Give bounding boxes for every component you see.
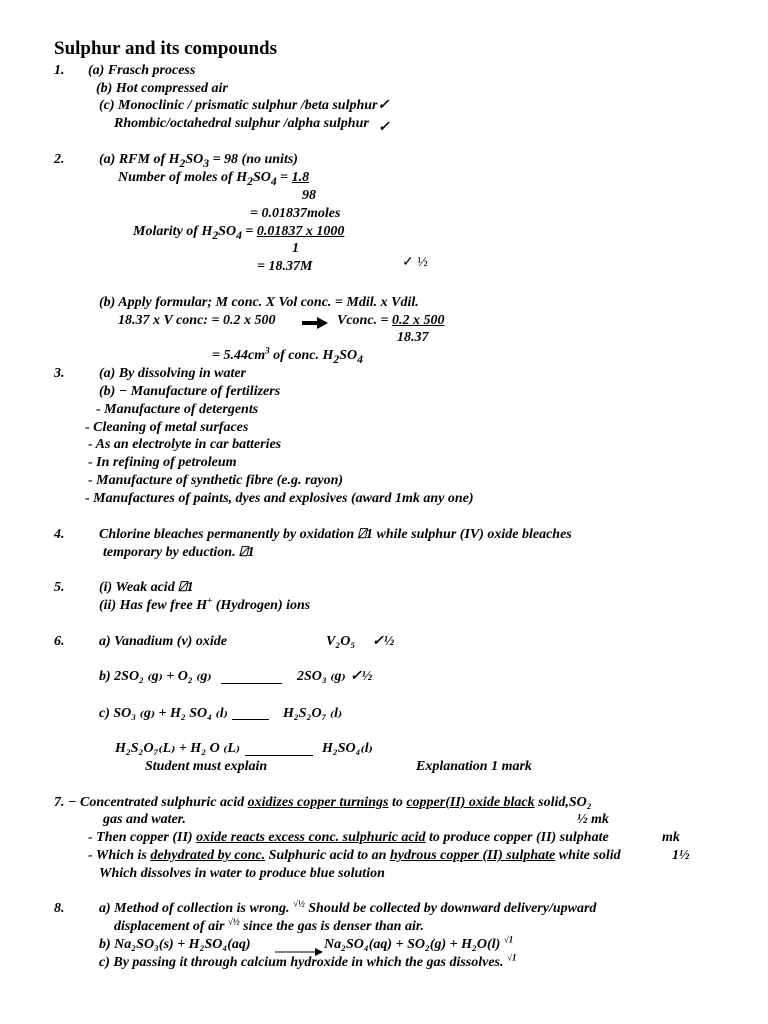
q2-vconc-denominator: 18.37 — [397, 330, 429, 345]
q2-molarity: Molarity of $H_2SO_4 = 0.01837$ x 1000 — [133, 224, 345, 242]
q3-b: (b) − Manufacture of fertilizers — [99, 384, 281, 399]
q5-i: (i) Weak acid ⍁1 — [99, 580, 194, 595]
q5-number: 5. — [54, 580, 65, 595]
q6-b-product: 2SO₃ ₍g₎ — [297, 669, 346, 684]
q3-a: (a) By dissolving in water — [99, 366, 247, 381]
q6-a-mark: ✓½ — [372, 634, 395, 649]
q3-number: 3. — [54, 366, 65, 381]
q7-half-mark: ½ mk — [577, 812, 609, 827]
q4-line1: Chlorine bleaches permanently by oxidation ⍁1 while sulphur (IV) oxide bleaches — [99, 527, 572, 542]
q8-number: 8. — [54, 901, 65, 916]
check-icon: ✓ — [378, 120, 390, 135]
q6-number: 6. — [54, 634, 65, 649]
q8-c: c) By passing it through calcium hydroxide in which the gas dissolves. $^{√1}$ — [99, 952, 517, 970]
q2-b-result: = $5.44cm^3$ of conc. $H_2SO_4$ — [212, 345, 363, 366]
q2-b-formula: (b) Apply formular; M conc. X Vol conc. = Mdil. x Vdil. — [99, 295, 419, 310]
q7-line2: gas and water. — [103, 812, 186, 827]
q6-c-product: H₂S₂O₇ ₍l₎ — [283, 706, 343, 721]
q3-item: - As an electrolyte in car batteries — [88, 437, 282, 452]
q8-b-products: Na₂SO₄(aq) + SO₂(g) + H₂O(l) $^{√1}$ — [324, 934, 514, 952]
q2-moles: Number of moles of $H_2SO_4 = 1.8$ — [118, 170, 310, 188]
q2-half-mark: ✓ ½ — [402, 255, 428, 270]
q7-mark: mk — [662, 830, 680, 845]
q6-explain-mark: Explanation 1 mark — [416, 759, 532, 774]
q6-a-formula: V₂O₅ — [326, 634, 356, 649]
check-icon: ✓ — [377, 98, 390, 113]
q2-number: 2. — [54, 152, 65, 167]
q4-line2: temporary by eduction. ⍁1 — [103, 545, 255, 560]
q1-c: (c) Monoclinic / prismatic sulphur /beta sulphur✓ — [99, 98, 390, 113]
q2-vconc: Vconc. = 0.2 x 500 — [337, 313, 445, 328]
q4-number: 4. — [54, 527, 65, 542]
q2-moles-denominator: 98 — [302, 188, 316, 203]
reaction-line — [245, 755, 313, 756]
arrow-icon — [302, 317, 328, 329]
reaction-line — [221, 683, 282, 684]
q7-line5: Which dissolves in water to produce blue solution — [99, 866, 385, 881]
q2-molarity-result: = 18.37M — [257, 259, 313, 274]
q8-a-line2: displacement of air $^{√\frac{1}{2}}$ since the gas is denser than air. — [114, 916, 425, 934]
q1-a: (a) Frasch process — [88, 63, 196, 78]
q2-molarity-denominator: 1 — [292, 241, 299, 256]
q5-ii: (ii) Has few free H+ (Hydrogen) ions — [99, 595, 311, 613]
q6-d-reactants: H₂S₂O₇₍L₎ + H₂ O ₍L₎ — [115, 741, 241, 756]
q8-b-reactants: b) Na₂SO₃(s) + H₂SO₄(aq) — [99, 937, 251, 952]
q6-d-product: H₂SO₄₍l₎ — [322, 741, 373, 756]
q1-b: (b) Hot compressed air — [96, 81, 228, 96]
q2-rfm: (a) RFM of $H_2SO_3 = 98$ (no units) — [99, 152, 298, 170]
q2-moles-result: = 0.01837moles — [250, 206, 341, 221]
q8-a-line1: a) Method of collection is wrong. $^{√\frac{1}{2}}$ Should be collected by downward delivery/upward — [99, 898, 597, 916]
q1-c2: Rhombic/octahedral sulphur /alpha sulphur — [114, 116, 369, 131]
q6-b-reactants: b) 2SO₂ ₍g₎ + O₂ ₍g₎ — [99, 669, 212, 684]
q6-explain: Student must explain — [145, 759, 268, 774]
q3-item: - Cleaning of metal surfaces — [85, 420, 249, 435]
q7-line3: - Then copper (II) oxide reacts excess conc. sulphuric acid to produce copper (II) sulphate — [88, 830, 609, 845]
q1-number: 1. — [54, 63, 65, 78]
q6-c-reactants: c) SO₃ ₍g₎ + H₂ SO₄ ₍l₎ — [99, 706, 228, 721]
q7-line1: 7. − Concentrated sulphuric acid oxidizes copper turnings to copper(II) oxide black solid,SO₂ — [54, 795, 592, 810]
q6-b-mark: ✓½ — [350, 669, 373, 684]
q7-line4: - Which is dehydrated by conc. Sulphuric acid to an hydrous copper (II) sulphate white solid — [88, 848, 621, 863]
q3-item: - In refining of petroleum — [88, 455, 237, 470]
q3-item: - Manufacture of detergents — [96, 402, 259, 417]
q6-a-label: a) Vanadium (v) oxide — [99, 634, 227, 649]
q7-one-half-mark: 1½ — [672, 848, 690, 863]
q3-item: - Manufactures of paints, dyes and explosives (award 1mk any one) — [85, 491, 474, 506]
q2-b-substitution: 18.37 x V conc: = 0.2 x 500 — [118, 313, 276, 328]
page-title: Sulphur and its compounds — [54, 38, 278, 59]
q3-item: - Manufacture of synthetic fibre (e.g. rayon) — [88, 473, 344, 488]
reaction-line — [232, 719, 269, 720]
